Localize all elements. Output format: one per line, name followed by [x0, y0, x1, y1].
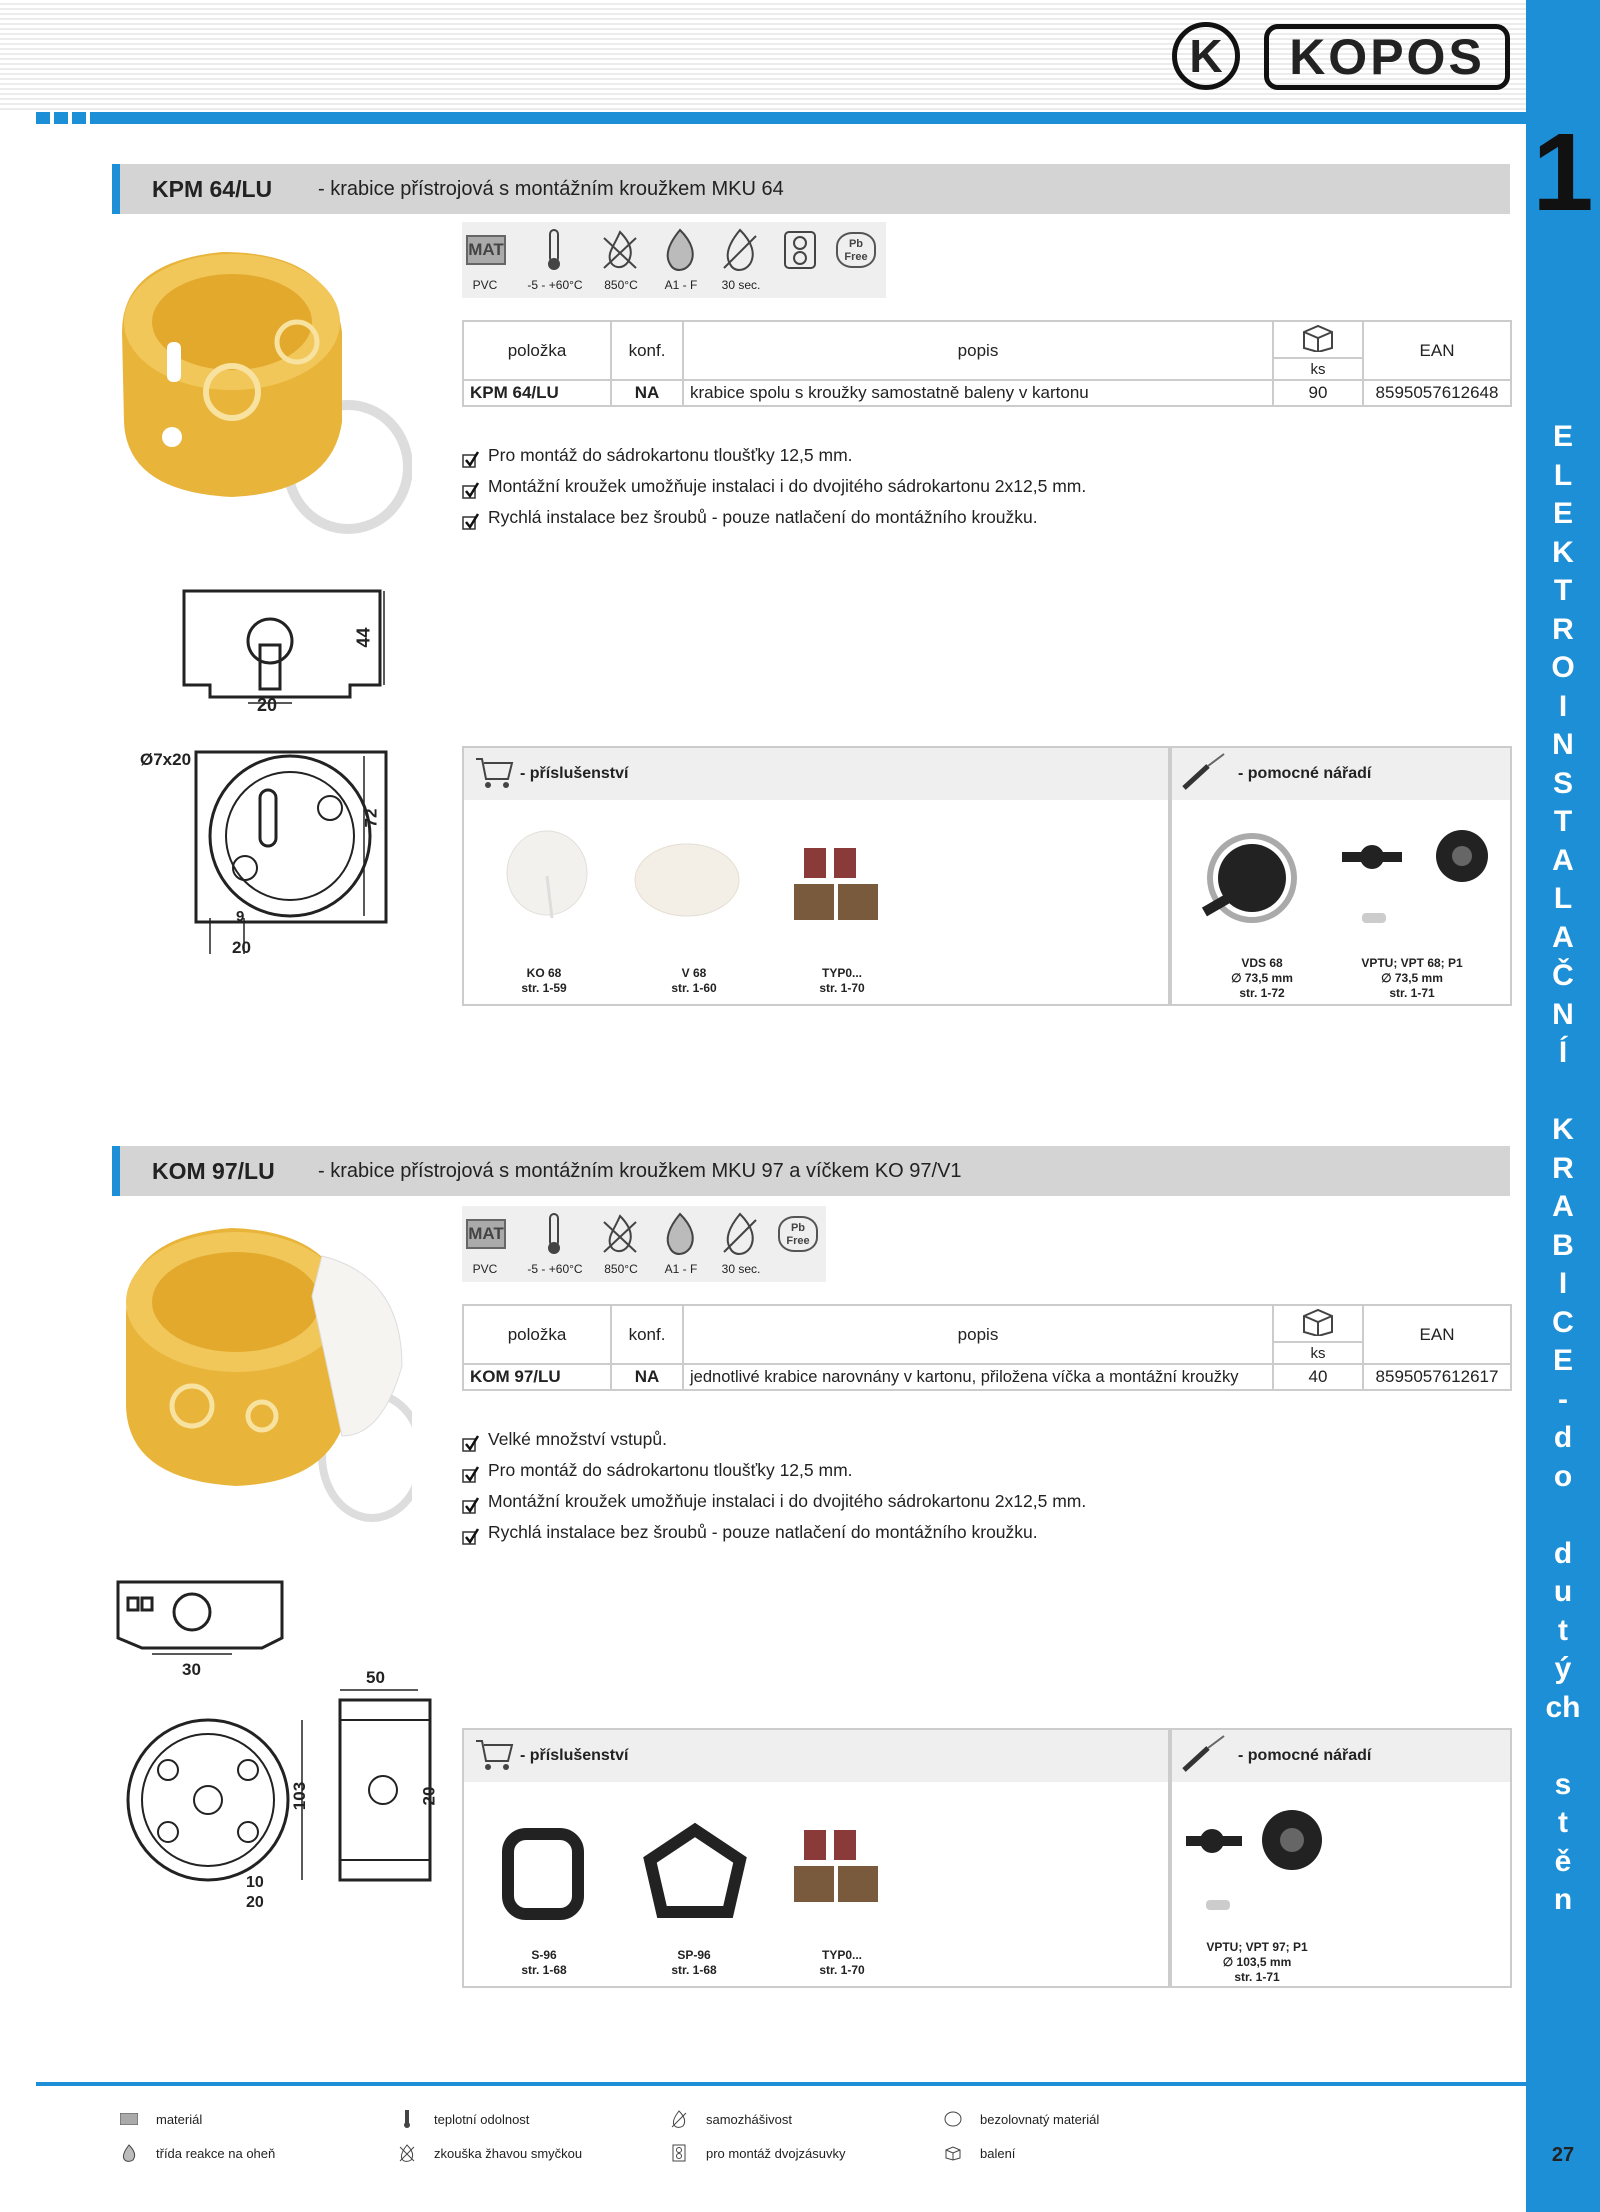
check-icon	[462, 1524, 480, 1542]
sidebar-letter: T	[1553, 805, 1573, 838]
thermometer-icon	[534, 1212, 574, 1256]
product-code: KOM 97/LU	[152, 1157, 275, 1184]
self-extinguishing-icon	[720, 228, 760, 272]
sidebar-letter: t	[1558, 1806, 1568, 1839]
sidebar-letter: A	[1552, 1190, 1574, 1223]
sidebar-letter: Í	[1558, 1036, 1568, 1069]
tool-caption: VDS 68 ∅ 73,5 mm str. 1-72	[1231, 956, 1293, 1000]
sidebar-letter: ě	[1554, 1844, 1572, 1878]
product-table	[462, 1304, 1512, 1391]
kopos-logo-text: KOPOS	[1264, 24, 1510, 90]
list-item: Velké množství vstupů.	[462, 1424, 1462, 1455]
chapter-number: 1	[1532, 111, 1594, 234]
flame-icon	[120, 2144, 138, 2162]
page-number: 27	[1551, 2144, 1575, 2166]
list-item: Rychlá instalace bez šroubů - pouze natlačení do montážního kroužku.	[462, 502, 1462, 533]
product-code: KPM 64/LU	[152, 175, 273, 202]
legend	[0, 2110, 1526, 2170]
sidebar-letter: E	[1552, 420, 1573, 453]
mat-icon: MAT	[466, 1219, 506, 1249]
product-title-bar	[112, 164, 1510, 214]
check-icon	[462, 1493, 480, 1511]
label-temperature: -5 - +60°C	[527, 1262, 583, 1276]
mat-icon: MAT	[466, 235, 506, 265]
check-icon	[462, 509, 480, 527]
sidebar-letter	[1526, 1073, 1600, 1112]
sidebar-letter: R	[1552, 1151, 1574, 1185]
sidebar-letter: B	[1552, 1228, 1574, 1262]
accessory-caption: TYP0... str. 1-70	[819, 1948, 865, 1977]
header-conf: konf.	[611, 1305, 683, 1364]
label-material: PVC	[472, 1262, 498, 1276]
header-item: položka	[463, 1305, 611, 1364]
legend-item: třída reakce na oheň	[120, 2144, 275, 2162]
sidebar-letter: A	[1552, 920, 1574, 954]
list-item: Pro montáž do sádrokartonu tloušťky 12,5 mm.	[462, 1455, 1462, 1486]
accessories-title: - příslušenství	[520, 765, 629, 782]
sidebar-letter: u	[1553, 1575, 1573, 1608]
label-self-extinguish: 30 sec.	[721, 278, 761, 292]
tool-caption: VPTU; VPT 97; P1 ∅ 103,5 mm str. 1-71	[1206, 1940, 1308, 1984]
box-icon	[1273, 321, 1363, 358]
header-desc: popis	[683, 1305, 1273, 1364]
property-icons	[462, 222, 886, 298]
double-socket-icon	[670, 2144, 688, 2162]
legend-item: zkouška žhavou smyčkou	[398, 2144, 582, 2162]
list-item: Pro montáž do sádrokartonu tloušťky 12,5 mm.	[462, 440, 1462, 471]
chapter-sidebar	[1526, 0, 1600, 2212]
legend-item: materiál	[120, 2110, 202, 2128]
label-glow-wire: 850°C	[604, 1262, 638, 1276]
accessory-caption: SP-96 str. 1-68	[671, 1948, 717, 1977]
mat-icon	[120, 2110, 138, 2128]
legend-item: samozhášivost	[670, 2110, 792, 2128]
list-item: Montážní kroužek umožňuje instalaci i do dvojitého sádrokartonu 2x12,5 mm.	[462, 1486, 1462, 1517]
sidebar-letter: d	[1553, 1536, 1573, 1570]
legend-item: balení	[944, 2144, 1015, 2162]
sidebar-letter: R	[1552, 612, 1574, 646]
cart-icon	[474, 755, 514, 794]
label-glow-wire: 850°C	[604, 278, 638, 292]
sidebar-letter	[1526, 1496, 1600, 1535]
footer-rule	[36, 2082, 1526, 2086]
sidebar-letter: L	[1553, 882, 1573, 915]
kopos-logo-mark: K	[1172, 22, 1240, 90]
self-extinguishing-icon	[720, 1212, 760, 1256]
technical-drawing-top: Ø7x20 72 9 20	[140, 748, 400, 963]
chapter-title-vertical	[1526, 418, 1600, 1920]
sidebar-letter: s	[1554, 1767, 1572, 1801]
accessory-caption: KO 68 str. 1-59	[521, 966, 567, 995]
thermometer-icon	[534, 228, 574, 272]
sidebar-letter: ch	[1545, 1690, 1581, 1724]
sidebar-letter: A	[1552, 843, 1574, 877]
header-ean: EAN	[1363, 1305, 1511, 1364]
sidebar-letter: o	[1553, 1459, 1573, 1493]
header-rule	[36, 112, 1526, 124]
cart-icon	[474, 1737, 514, 1776]
product-title-bar	[112, 1146, 1510, 1196]
sidebar-letter: Č	[1552, 959, 1574, 992]
header-squares	[36, 112, 102, 124]
sidebar-letter: E	[1552, 1344, 1573, 1377]
tools-title: - pomocné nářadí	[1238, 765, 1372, 782]
tool-caption: VPTU; VPT 68; P1 ∅ 73,5 mm str. 1-71	[1361, 956, 1463, 1000]
screwdriver-icon	[1178, 752, 1228, 797]
box-icon	[1273, 1305, 1363, 1342]
sidebar-letter: -	[1558, 1382, 1568, 1416]
check-icon	[462, 1462, 480, 1480]
technical-drawing-side: 44 20	[180, 585, 400, 725]
sidebar-letter: C	[1552, 1305, 1574, 1339]
sidebar-letter: n	[1553, 1883, 1573, 1916]
property-icons	[462, 1206, 826, 1282]
label-material: PVC	[472, 278, 498, 292]
product-title: - krabice přístrojová s montážním kroužkem MKU 97 a víčkem KO 97/V1	[318, 1159, 962, 1182]
tools-panel	[1170, 1728, 1512, 1988]
label-fire-class: A1 - F	[664, 278, 698, 292]
product-photo	[112, 1206, 412, 1536]
technical-drawing-top: 50 103 20 10 20	[118, 1660, 448, 1960]
header-conf: konf.	[611, 321, 683, 380]
glow-wire-icon	[600, 228, 640, 272]
lead-free-icon: Pb Free	[778, 1216, 818, 1252]
legend-item: bezolovnatý materiál	[944, 2110, 1099, 2128]
double-socket-icon	[780, 228, 820, 272]
glow-wire-icon	[398, 2144, 416, 2162]
feature-list	[462, 1424, 1462, 1548]
legend-item: pro montáž dvojzásuvky	[670, 2144, 845, 2162]
header-item: položka	[463, 321, 611, 380]
header-desc: popis	[683, 321, 1273, 380]
sidebar-letter	[1526, 1727, 1600, 1766]
glow-wire-icon	[600, 1212, 640, 1256]
sidebar-letter: K	[1552, 1113, 1574, 1146]
legend-item: teplotní odolnost	[398, 2110, 529, 2128]
flame-icon	[660, 1212, 700, 1256]
accessory-caption: TYP0... str. 1-70	[819, 966, 865, 995]
sidebar-letter: I	[1558, 689, 1568, 723]
flame-icon	[660, 228, 700, 272]
header-pack: ks	[1273, 358, 1363, 380]
table-row: KOM 97/LU NA jednotlivé krabice narovnány v kartonu, přiložena víčka a montážní kroužky 40 8595057612617	[463, 1364, 1511, 1390]
check-icon	[462, 478, 480, 496]
sidebar-letter: d	[1553, 1421, 1573, 1454]
header-ean: EAN	[1363, 321, 1511, 380]
header-pack: ks	[1273, 1342, 1363, 1364]
sidebar-letter: ý	[1554, 1652, 1572, 1685]
sidebar-letter: K	[1552, 535, 1574, 569]
self-extinguishing-icon	[670, 2110, 688, 2128]
accessories-title: - příslušenství	[520, 1747, 629, 1764]
tools-panel	[1170, 746, 1512, 1006]
check-icon	[462, 1431, 480, 1449]
sidebar-letter: T	[1553, 574, 1573, 607]
accessories-panel	[462, 1728, 1170, 1988]
screwdriver-icon	[1178, 1734, 1228, 1779]
accessory-caption: V 68 str. 1-60	[671, 966, 717, 995]
list-item: Montážní kroužek umožňuje instalaci i do dvojitého sádrokartonu 2x12,5 mm.	[462, 471, 1462, 502]
label-temperature: -5 - +60°C	[527, 278, 583, 292]
thermometer-icon	[398, 2110, 416, 2128]
sidebar-letter: N	[1552, 997, 1574, 1031]
product-table	[462, 320, 1512, 407]
sidebar-letter: E	[1552, 497, 1573, 530]
feature-list	[462, 440, 1462, 533]
technical-drawing-side: 30	[112, 1578, 292, 1688]
sidebar-letter: I	[1558, 1267, 1568, 1300]
sidebar-letter: S	[1552, 766, 1573, 800]
table-row: KPM 64/LU NA krabice spolu s kroužky samostatně baleny v kartonu 90 8595057612648	[463, 380, 1511, 406]
sidebar-letter: O	[1551, 651, 1575, 684]
label-self-extinguish: 30 sec.	[721, 1262, 761, 1276]
lead-free-icon: Pb Free	[836, 232, 876, 268]
box-icon	[944, 2144, 962, 2162]
tools-title: - pomocné nářadí	[1238, 1747, 1372, 1764]
product-photo	[112, 222, 412, 552]
check-icon	[462, 447, 480, 465]
sidebar-letter: L	[1553, 458, 1573, 492]
lead-free-icon	[944, 2110, 962, 2128]
product-title: - krabice přístrojová s montážním kroužkem MKU 64	[318, 177, 784, 200]
label-fire-class: A1 - F	[664, 1262, 698, 1276]
accessory-caption: S-96 str. 1-68	[521, 1948, 567, 1977]
list-item: Rychlá instalace bez šroubů - pouze natlačení do montážního kroužku.	[462, 1517, 1462, 1548]
sidebar-letter: N	[1552, 728, 1574, 761]
sidebar-letter: t	[1558, 1613, 1568, 1647]
accessories-panel	[462, 746, 1170, 1006]
